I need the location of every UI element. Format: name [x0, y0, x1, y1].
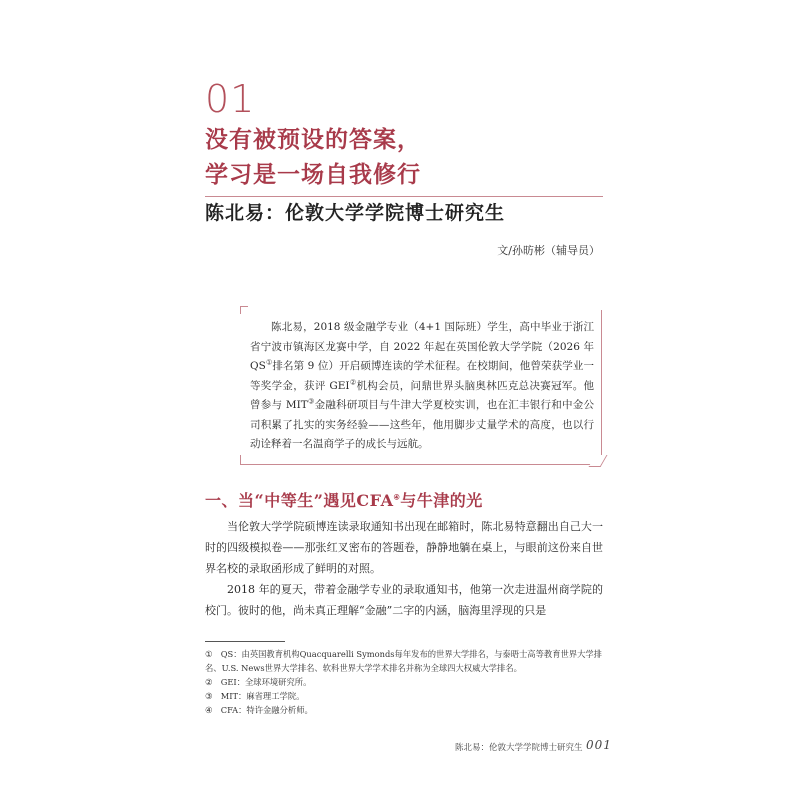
- chapter-number: 01: [205, 77, 256, 121]
- intro-text-part-4: 金融科研项目与牛津大学夏校实训，也在汇丰银行和中金公司积累了扎实的实务经验——这些年，他用脚步丈量学术的高度，也以行动诠释着一名温商学子的成长与远航。: [250, 399, 595, 450]
- intro-paragraph: [250, 318, 594, 455]
- subtitle: 陈北易：伦敦大学学院博士研究生: [205, 202, 506, 224]
- intro-text-part-1: 陈北易，2018 级金融学专业（4+1 国际班）学生，高中毕业于浙江省宁波市镇海区龙赛中学，自 2022 年起在英国伦敦大学学院（2026 年 QS: [250, 321, 594, 372]
- intro-text-part-2: 排名第 9 位）开启硕博连读的学术征程。在校期间，他曾荣获学业一等奖学金，获评 GEI: [250, 360, 594, 392]
- footnote-ref-4: ④: [393, 492, 401, 502]
- intro-frame-edge: [240, 455, 241, 465]
- footnote-ref-1: ①: [265, 358, 273, 367]
- footnote-ref-3: ③: [307, 397, 315, 406]
- footnote-divider: [205, 641, 285, 642]
- body-paragraph-2: 2018 年的夏天，带着金融学专业的录取通知书，他第一次走进温州商学院的校门。彼时的他，尚未真正理解“金融”二字的内涵，脑海里浮现的只是: [205, 583, 603, 617]
- footnote-4: ④ CFA：特许金融分析师。: [205, 705, 313, 715]
- section-heading-part-2: 与牛津的光: [400, 491, 483, 510]
- footnote-ref-2: ②: [349, 378, 357, 386]
- page-number: 001: [586, 738, 612, 752]
- footnote-2: ② GEI：全球环境研究所。: [205, 677, 312, 687]
- section-heading: [205, 488, 483, 511]
- title-divider: [205, 196, 603, 197]
- footnote-1: ① QS：由英国教育机构Quacquarelli Symonds每年发布的世界大学排名，与泰晤士高等教育世界大学排名、U.S. News世界大学排名、软科世界大学学术排名并称为全球四大权威大学排名。: [205, 649, 602, 673]
- intro-text-part-3: 机构会员，问鼎世界头脑奥林匹克总决赛冠军。他曾参与 MIT: [250, 379, 595, 411]
- byline: 文/孙昉彬（辅导员）: [497, 244, 600, 257]
- section-heading-part-1: 一、当“中等生”遇见CFA: [205, 491, 394, 510]
- footnote-3: ③ MIT：麻省理工学院。: [205, 691, 305, 701]
- body-paragraph-1: 当伦敦大学学院硕博连读录取通知书出现在邮箱时，陈北易特意翻出自己大一时的四级模拟卷——那张红叉密布的答题卷，静静地躺在桌上，与眼前这份来自世界名校的录取函形成了鲜明的对照。: [205, 520, 603, 575]
- title-line-2: 学习是一场自我修行: [205, 161, 421, 188]
- running-footer: 陈北易：伦敦大学学院博士研究生: [455, 743, 583, 753]
- title-line-1: 没有被预设的答案，: [205, 126, 421, 153]
- intro-frame-corner: [240, 306, 248, 314]
